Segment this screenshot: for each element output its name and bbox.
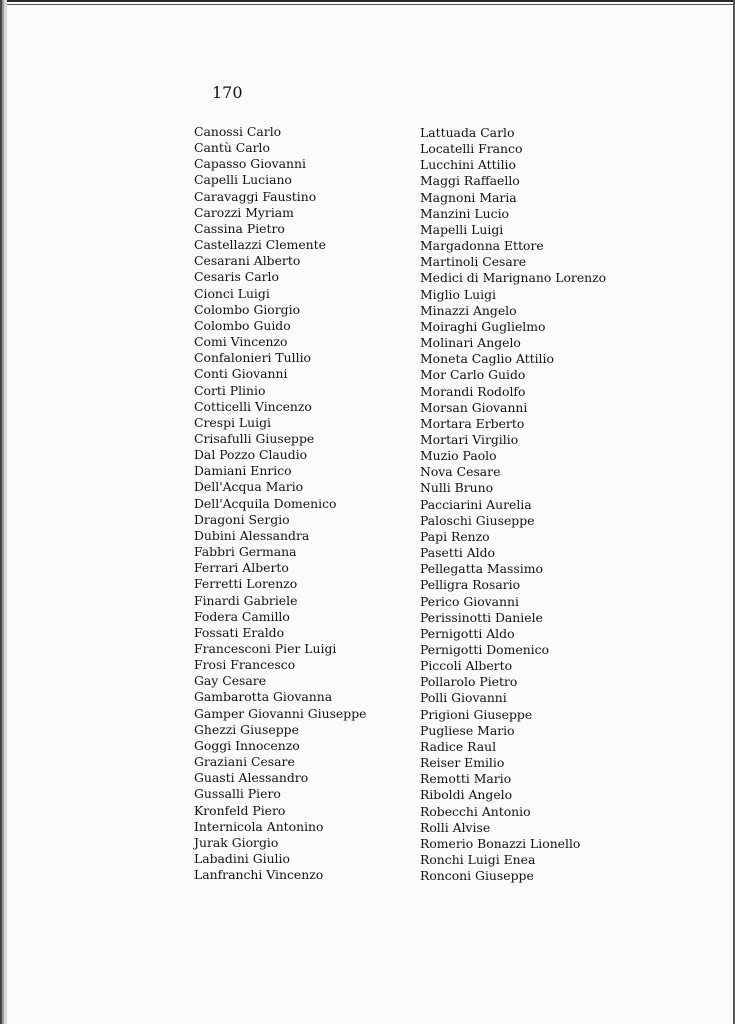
list-item: Prigioni Giuseppe — [420, 706, 533, 722]
list-item: Mor Carlo Guido — [420, 367, 526, 383]
list-item: Cantù Carlo — [194, 140, 270, 156]
list-item: Cesarani Alberto — [194, 253, 301, 269]
list-item: Fodera Camillo — [194, 608, 290, 624]
list-item: Manzini Lucio — [420, 205, 509, 221]
list-item: Carozzi Myriam — [194, 204, 294, 220]
list-item: Polli Giovanni — [420, 690, 507, 706]
list-item: Radice Raul — [420, 738, 497, 754]
list-item: Dragoni Sergio — [194, 511, 290, 527]
list-item: Morandi Rodolfo — [420, 383, 526, 399]
list-item: Ronchi Luigi Enea — [420, 852, 536, 868]
list-item: Cionci Luigi — [194, 285, 270, 301]
list-item: Locatelli Franco — [420, 141, 523, 157]
list-item: Moneta Caglio Attilio — [420, 351, 554, 367]
list-item: Margadonna Ettore — [420, 238, 544, 254]
list-item: Jurak Giorgio — [194, 834, 279, 850]
list-item: Crespi Luigi — [194, 414, 271, 430]
list-item: Molinari Angelo — [420, 335, 521, 351]
list-item: Pernigotti Aldo — [420, 625, 515, 641]
list-item: Cesaris Carlo — [194, 269, 279, 285]
list-item: Cassina Pietro — [194, 220, 285, 236]
list-item: Fabbri Germana — [194, 544, 297, 560]
list-item: Piccoli Alberto — [420, 658, 513, 674]
list-item: Crisafulli Giuseppe — [194, 430, 315, 446]
right-page-edge — [731, 0, 735, 1024]
list-item: Kronfeld Piero — [194, 802, 286, 818]
list-item: Gamper Giovanni Giuseppe — [194, 705, 367, 721]
list-item: Dell'Acquila Domenico — [194, 495, 337, 511]
name-list-right — [420, 125, 606, 884]
list-item: Gay Cesare — [194, 673, 267, 689]
list-item: Maggi Raffaello — [420, 173, 520, 189]
list-item: Pasetti Aldo — [420, 545, 496, 561]
list-item: Martinoli Cesare — [420, 254, 527, 270]
list-item: Lattuada Carlo — [420, 125, 515, 140]
list-item: Muzio Paolo — [420, 448, 497, 464]
list-item: Magnoni Maria — [420, 189, 517, 205]
list-item: Pelligra Rosario — [420, 577, 521, 593]
list-item: Ferrari Alberto — [194, 560, 289, 576]
list-item: Frosi Francesco — [194, 657, 296, 673]
list-item: Nulli Bruno — [420, 480, 494, 496]
list-item: Corti Plinio — [194, 382, 266, 398]
list-item: Labadini Giulio — [194, 851, 290, 867]
list-item: Reiser Emilio — [420, 755, 505, 771]
list-item: Cotticelli Vincenzo — [194, 398, 312, 414]
list-item: Dubini Alessandra — [194, 527, 310, 543]
list-item: Medici di Marignano Lorenzo — [420, 270, 607, 286]
list-item: Pollarolo Pietro — [420, 674, 518, 690]
list-item: Goggi Innocenzo — [194, 737, 300, 753]
list-item: Pacciarini Aurelia — [420, 496, 532, 512]
list-item: Confalonieri Tullio — [194, 350, 312, 366]
list-item: Castellazzi Clemente — [194, 237, 326, 253]
top-border-rule — [0, 0, 735, 7]
list-item: Papi Renzo — [420, 528, 490, 544]
name-list-left — [194, 124, 366, 883]
list-item: Damiani Enrico — [194, 463, 292, 479]
list-item: Lanfranchi Vincenzo — [194, 867, 324, 883]
list-item: Capasso Giovanni — [194, 156, 306, 172]
list-item: Remotti Mario — [420, 771, 512, 787]
list-item: Caravaggi Faustino — [194, 188, 317, 204]
list-item: Gussalli Piero — [194, 786, 281, 802]
list-item: Francesconi Pier Luigi — [194, 641, 337, 656]
list-item: Dell'Acqua Mario — [194, 479, 304, 495]
list-item: Finardi Gabriele — [194, 592, 298, 608]
list-item: Capelli Luciano — [194, 172, 292, 188]
left-page-edge — [0, 0, 9, 1024]
list-item: Fossati Eraldo — [194, 624, 285, 640]
list-item: Paloschi Giuseppe — [420, 512, 535, 528]
list-item: Internicola Antonino — [194, 818, 324, 834]
list-item: Nova Cesare — [420, 464, 501, 480]
list-item: Guasti Alessandro — [194, 770, 309, 786]
list-item: Canossi Carlo — [194, 124, 282, 139]
list-item: Pellegatta Massimo — [420, 561, 543, 577]
list-item: Mortari Virgilio — [420, 431, 519, 447]
page-number: 170 — [212, 83, 243, 102]
list-item: Riboldi Angelo — [420, 787, 513, 803]
list-item: Dal Pozzo Claudio — [194, 447, 308, 463]
list-item: Comi Vincenzo — [194, 334, 288, 350]
list-item: Lucchini Attilio — [420, 157, 516, 173]
list-item: Miglio Luigi — [420, 286, 496, 302]
list-item: Robecchi Antonio — [420, 803, 531, 819]
list-item: Mortara Erberto — [420, 415, 525, 431]
list-item: Ronconi Giuseppe — [420, 868, 534, 884]
list-item: Perissinotti Daniele — [420, 609, 543, 625]
list-item: Ferretti Lorenzo — [194, 576, 298, 592]
list-item: Ghezzi Giuseppe — [194, 721, 299, 737]
list-item: Pernigotti Domenico — [420, 642, 550, 657]
list-item: Pugliese Mario — [420, 722, 515, 738]
list-item: Colombo Giorgio — [194, 301, 301, 317]
list-item: Conti Giovanni — [194, 366, 288, 382]
list-item: Graziani Cesare — [194, 754, 295, 770]
list-item: Mapelli Luigi — [420, 221, 504, 237]
list-item: Moiraghi Guglielmo — [420, 318, 546, 334]
list-item: Perico Giovanni — [420, 593, 519, 609]
list-item: Rolli Alvise — [420, 819, 491, 835]
list-item: Romerio Bonazzi Lionello — [420, 835, 581, 851]
list-item: Gambarotta Giovanna — [194, 689, 333, 705]
list-item: Minazzi Angelo — [420, 302, 517, 318]
list-item: Morsan Giovanni — [420, 399, 528, 415]
list-item: Colombo Guido — [194, 317, 291, 333]
